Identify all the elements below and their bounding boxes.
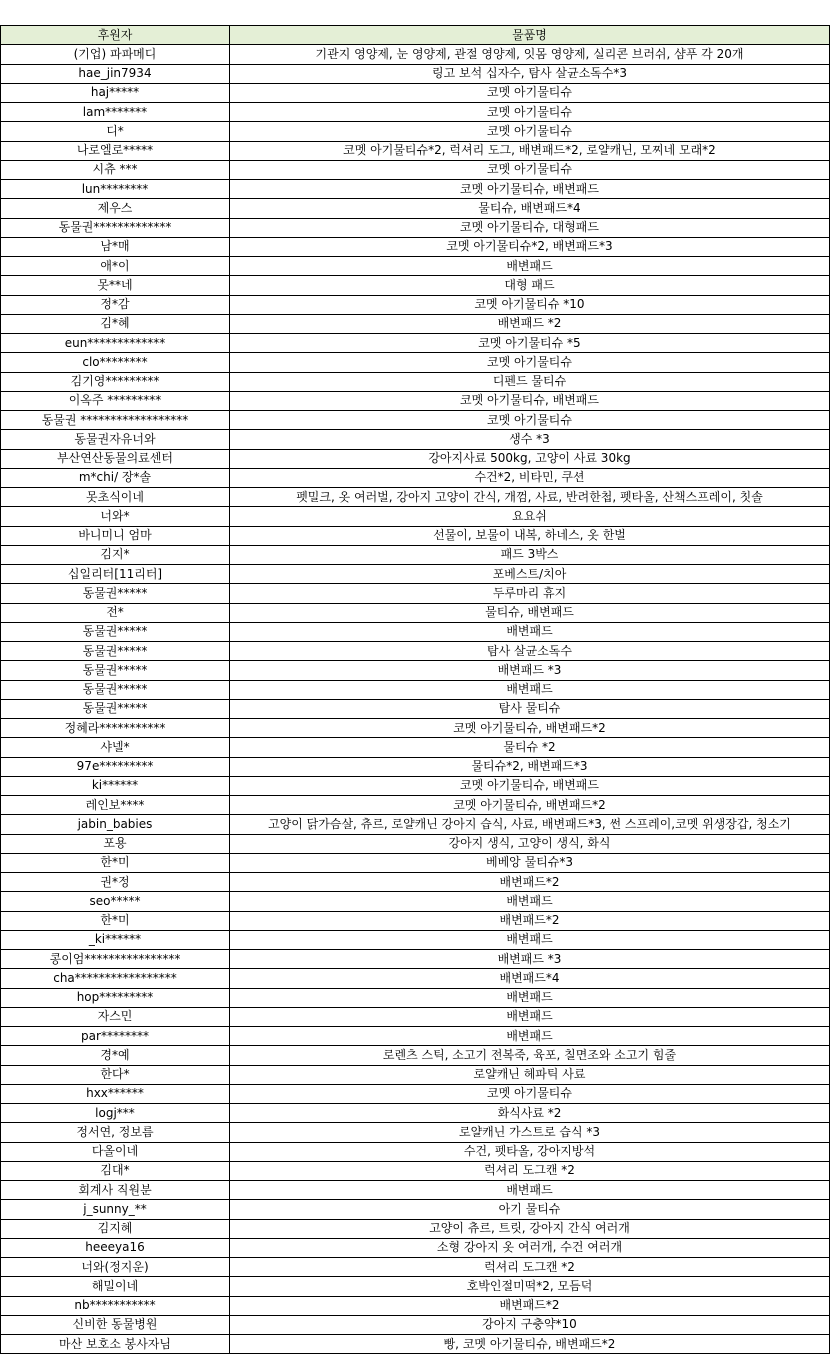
table-row: [1, 1315, 830, 1334]
table-row: [1, 853, 830, 872]
table-row: [1, 372, 830, 391]
donor-cell: 애*이: [1, 257, 230, 276]
table-row: [1, 314, 830, 333]
table-row: [1, 64, 830, 83]
donor-cell: 김지*: [1, 545, 230, 564]
donor-cell: 경*예: [1, 1046, 230, 1065]
table-row: [1, 276, 830, 295]
item-cell: 코멧 아기물티슈: [230, 83, 830, 102]
item-cell: 호박인절미떡*2, 모듬덕: [230, 1277, 830, 1296]
donor-cell: 시츄 ***: [1, 160, 230, 179]
table-row: [1, 950, 830, 969]
item-cell: 배변패드*2: [230, 1296, 830, 1315]
table-row: [1, 565, 830, 584]
table-row: [1, 1181, 830, 1200]
donor-cell: 이옥주 *********: [1, 391, 230, 410]
donor-cell: 권*정: [1, 873, 230, 892]
table-row: [1, 199, 830, 218]
donor-cell: haj*****: [1, 83, 230, 102]
item-cell: 빵, 코멧 아기물티슈, 배변패드*2: [230, 1335, 830, 1354]
item-cell: 디펜드 물티슈: [230, 372, 830, 391]
donor-cell: nb***********: [1, 1296, 230, 1315]
table-row: [1, 122, 830, 141]
item-cell: 로얄캐닌 헤파틱 사료: [230, 1065, 830, 1084]
item-cell: 코멧 아기물티슈: [230, 411, 830, 430]
table-row: [1, 1007, 830, 1026]
table-row: [1, 1161, 830, 1180]
donor-cell: hop*********: [1, 988, 230, 1007]
donor-cell: 너와(정지운): [1, 1258, 230, 1277]
donor-cell: 신비한 동물병원: [1, 1315, 230, 1334]
donor-cell: 김대*: [1, 1161, 230, 1180]
table-row: [1, 334, 830, 353]
table-row: [1, 507, 830, 526]
donor-cell: 십일리터[11리터]: [1, 565, 230, 584]
item-cell: 배변패드: [230, 1027, 830, 1046]
donor-cell: 바니미니 엄마: [1, 526, 230, 545]
table-row: [1, 642, 830, 661]
donor-cell: 전*: [1, 603, 230, 622]
table-row: [1, 160, 830, 179]
donor-cell: 김기영*********: [1, 372, 230, 391]
item-cell: 강아지 구충약*10: [230, 1315, 830, 1334]
item-cell: 링고 보석 십자수, 탐사 살균소독수*3: [230, 64, 830, 83]
donor-cell: logj***: [1, 1104, 230, 1123]
donor-cell: j_sunny_**: [1, 1200, 230, 1219]
table-row: [1, 1104, 830, 1123]
table-row: [1, 526, 830, 545]
item-cell: 강아지 생식, 고양이 생식, 화식: [230, 834, 830, 853]
table-row: [1, 545, 830, 564]
donor-cell: 정혜라***********: [1, 719, 230, 738]
table-row: [1, 488, 830, 507]
item-cell: 코멧 아기물티슈, 대형패드: [230, 218, 830, 237]
item-cell: 배변패드 *3: [230, 950, 830, 969]
item-cell: 코멧 아기물티슈 *10: [230, 295, 830, 314]
donor-cell: 레인보****: [1, 796, 230, 815]
item-cell: 탐사 물티슈: [230, 699, 830, 718]
table-row: [1, 873, 830, 892]
donor-cell: 못**네: [1, 276, 230, 295]
item-cell: 배변패드: [230, 680, 830, 699]
donor-cell: heeeya16: [1, 1238, 230, 1257]
donor-cell: 다올이네: [1, 1142, 230, 1161]
table-row: [1, 834, 830, 853]
item-cell: 코멧 아기물티슈 *5: [230, 334, 830, 353]
item-cell: 탐사 살균소독수: [230, 642, 830, 661]
donor-cell: eun*************: [1, 334, 230, 353]
table-row: [1, 1046, 830, 1065]
item-cell: 배변패드*4: [230, 969, 830, 988]
donor-cell: lun********: [1, 180, 230, 199]
item-cell: 대형 패드: [230, 276, 830, 295]
donor-cell: 포용: [1, 834, 230, 853]
donor-cell: par********: [1, 1027, 230, 1046]
table-row: [1, 1027, 830, 1046]
donor-cell: _ki******: [1, 930, 230, 949]
donor-cell: 동물권*****: [1, 680, 230, 699]
table-row: [1, 680, 830, 699]
table-row: [1, 1335, 830, 1354]
table-row: [1, 757, 830, 776]
item-cell: 코멧 아기물티슈, 배변패드: [230, 776, 830, 795]
item-cell: 코멧 아기물티슈: [230, 103, 830, 122]
table-row: [1, 1238, 830, 1257]
table-row: [1, 796, 830, 815]
table-row: [1, 738, 830, 757]
table-row: [1, 141, 830, 160]
item-cell: 물티슈, 배변패드*4: [230, 199, 830, 218]
item-cell: 생수 *3: [230, 430, 830, 449]
table-row: [1, 468, 830, 487]
donor-cell: 동물권*****: [1, 642, 230, 661]
item-cell: 화식사료 *2: [230, 1104, 830, 1123]
item-cell: 고양이 닭가슴살, 츄르, 로얄캐닌 강아지 습식, 사료, 배변패드*3, 썬 스프레이,코멧 위생장갑, 청소기: [230, 815, 830, 834]
donor-cell: 한*미: [1, 853, 230, 872]
table-body: [1, 45, 830, 1354]
item-cell: 배변패드 *3: [230, 661, 830, 680]
table-row: [1, 237, 830, 256]
donor-cell: 동물권 ******************: [1, 411, 230, 430]
item-cell: 코멧 아기물티슈: [230, 353, 830, 372]
table-row: [1, 661, 830, 680]
donor-cell: 동물권*****: [1, 699, 230, 718]
item-cell: 두루마리 휴지: [230, 584, 830, 603]
table-row: [1, 353, 830, 372]
item-cell: 코멧 아기물티슈*2, 배변패드*3: [230, 237, 830, 256]
table-row: [1, 1142, 830, 1161]
header-item-name: 물품명: [230, 26, 830, 45]
item-cell: 아기 물티슈: [230, 1200, 830, 1219]
donor-cell: 콩이엄****************: [1, 950, 230, 969]
table-row: [1, 1065, 830, 1084]
donor-cell: (기업) 파파메디: [1, 45, 230, 64]
item-cell: 코멧 아기물티슈, 배변패드*2: [230, 719, 830, 738]
table-row: [1, 295, 830, 314]
table-row: [1, 1296, 830, 1315]
item-cell: 코멧 아기물티슈*2, 럭셔리 도그, 배변패드*2, 로얄캐닌, 모찌네 모래*2: [230, 141, 830, 160]
donor-cell: 제우스: [1, 199, 230, 218]
item-cell: 포베스트/치아: [230, 565, 830, 584]
donor-cell: 김*혜: [1, 314, 230, 333]
table-row: [1, 815, 830, 834]
table-row: [1, 180, 830, 199]
item-cell: 배변패드: [230, 892, 830, 911]
donor-cell: 정서연, 정보름: [1, 1123, 230, 1142]
donor-cell: 동물권*****: [1, 584, 230, 603]
item-cell: 수건*2, 비타민, 쿠션: [230, 468, 830, 487]
table-row: [1, 1258, 830, 1277]
item-cell: 코멧 아기물티슈: [230, 122, 830, 141]
donor-cell: cha*****************: [1, 969, 230, 988]
table-row: [1, 1219, 830, 1238]
donor-cell: hxx******: [1, 1084, 230, 1103]
table-row: [1, 449, 830, 468]
donor-cell: 못초식이네: [1, 488, 230, 507]
table-row: [1, 1123, 830, 1142]
table-row: [1, 1200, 830, 1219]
table-row: [1, 83, 830, 102]
table-row: [1, 603, 830, 622]
donor-cell: 남*매: [1, 237, 230, 256]
table-row: [1, 430, 830, 449]
table-row: [1, 1084, 830, 1103]
donor-cell: 97e*********: [1, 757, 230, 776]
table-row: [1, 988, 830, 1007]
donor-cell: 나로엘로*****: [1, 141, 230, 160]
donor-cell: m*chi/ 장*솔: [1, 468, 230, 487]
item-cell: 로얄캐닌 가스트로 습식 *3: [230, 1123, 830, 1142]
donor-cell: clo********: [1, 353, 230, 372]
table-row: [1, 45, 830, 64]
table-row: [1, 719, 830, 738]
table-row: [1, 584, 830, 603]
item-cell: 코멧 아기물티슈: [230, 1084, 830, 1103]
table-row: [1, 411, 830, 430]
item-cell: 소형 강아지 옷 여러개, 수건 여러개: [230, 1238, 830, 1257]
table-row: [1, 699, 830, 718]
item-cell: 럭셔리 도그캔 *2: [230, 1161, 830, 1180]
donor-cell: 샤넬*: [1, 738, 230, 757]
item-cell: 배변패드 *2: [230, 314, 830, 333]
table-row: [1, 257, 830, 276]
donor-cell: 김지혜: [1, 1219, 230, 1238]
donor-cell: 동물권*****: [1, 622, 230, 641]
donor-cell: hae_jin7934: [1, 64, 230, 83]
item-cell: 배변패드: [230, 257, 830, 276]
header-donor: 후원자: [1, 26, 230, 45]
donor-cell: lam*******: [1, 103, 230, 122]
item-cell: 배변패드: [230, 930, 830, 949]
donor-cell: 회계사 직원분: [1, 1181, 230, 1200]
item-cell: 럭셔리 도그캔 *2: [230, 1258, 830, 1277]
item-cell: 요요쉬: [230, 507, 830, 526]
item-cell: 코멧 아기물티슈, 배변패드: [230, 180, 830, 199]
table-row: [1, 218, 830, 237]
donor-cell: 마산 보호소 봉사자님: [1, 1335, 230, 1354]
table-row: [1, 1277, 830, 1296]
donor-cell: seo*****: [1, 892, 230, 911]
item-cell: 배변패드: [230, 622, 830, 641]
item-cell: 물티슈 *2: [230, 738, 830, 757]
donor-cell: jabin_babies: [1, 815, 230, 834]
table-row: [1, 622, 830, 641]
donor-cell: 해밀이네: [1, 1277, 230, 1296]
item-cell: 선물이, 보물이 내복, 하네스, 옷 한벌: [230, 526, 830, 545]
table-row: [1, 103, 830, 122]
item-cell: 코멧 아기물티슈, 배변패드: [230, 391, 830, 410]
item-cell: 베베앙 물티슈*3: [230, 853, 830, 872]
donation-table: [0, 25, 830, 1354]
donor-cell: 동물권자유너와: [1, 430, 230, 449]
donor-cell: 동물권*****: [1, 661, 230, 680]
item-cell: 패드 3박스: [230, 545, 830, 564]
donor-cell: 한다*: [1, 1065, 230, 1084]
table-row: [1, 930, 830, 949]
donor-cell: 부산연산동물의료센터: [1, 449, 230, 468]
item-cell: 강아지사료 500kg, 고양이 사료 30kg: [230, 449, 830, 468]
item-cell: 로렌츠 스틱, 소고기 전복죽, 육포, 칠면조와 소고기 힘줄: [230, 1046, 830, 1065]
item-cell: 펫밀크, 옷 여러벌, 강아지 고양이 간식, 개껌, 사료, 반려한첩, 펫타올, 산책스프레이, 칫솔: [230, 488, 830, 507]
table-row: [1, 911, 830, 930]
item-cell: 고양이 츄르, 트릿, 강아지 간식 여러개: [230, 1219, 830, 1238]
donor-cell: 한*미: [1, 911, 230, 930]
item-cell: 물티슈, 배변패드: [230, 603, 830, 622]
donor-cell: 너와*: [1, 507, 230, 526]
item-cell: 수건, 펫타올, 강아지방석: [230, 1142, 830, 1161]
donor-cell: 정*감: [1, 295, 230, 314]
item-cell: 배변패드: [230, 988, 830, 1007]
table-row: [1, 892, 830, 911]
donor-cell: 자스민: [1, 1007, 230, 1026]
item-cell: 코멧 아기물티슈: [230, 160, 830, 179]
item-cell: 배변패드: [230, 1007, 830, 1026]
table-row: [1, 969, 830, 988]
item-cell: 배변패드*2: [230, 873, 830, 892]
donor-cell: ki******: [1, 776, 230, 795]
table-row: [1, 391, 830, 410]
donor-cell: 동물권*************: [1, 218, 230, 237]
item-cell: 코멧 아기물티슈, 배변패드*2: [230, 796, 830, 815]
donor-cell: 디*: [1, 122, 230, 141]
item-cell: 물티슈*2, 배변패드*3: [230, 757, 830, 776]
item-cell: 배변패드*2: [230, 911, 830, 930]
item-cell: 배변패드: [230, 1181, 830, 1200]
header-row: [1, 26, 830, 45]
item-cell: 기관지 영양제, 눈 영양제, 관절 영양제, 잇몸 영양제, 실리콘 브러쉬, 샴푸 각 20개: [230, 45, 830, 64]
table-row: [1, 776, 830, 795]
